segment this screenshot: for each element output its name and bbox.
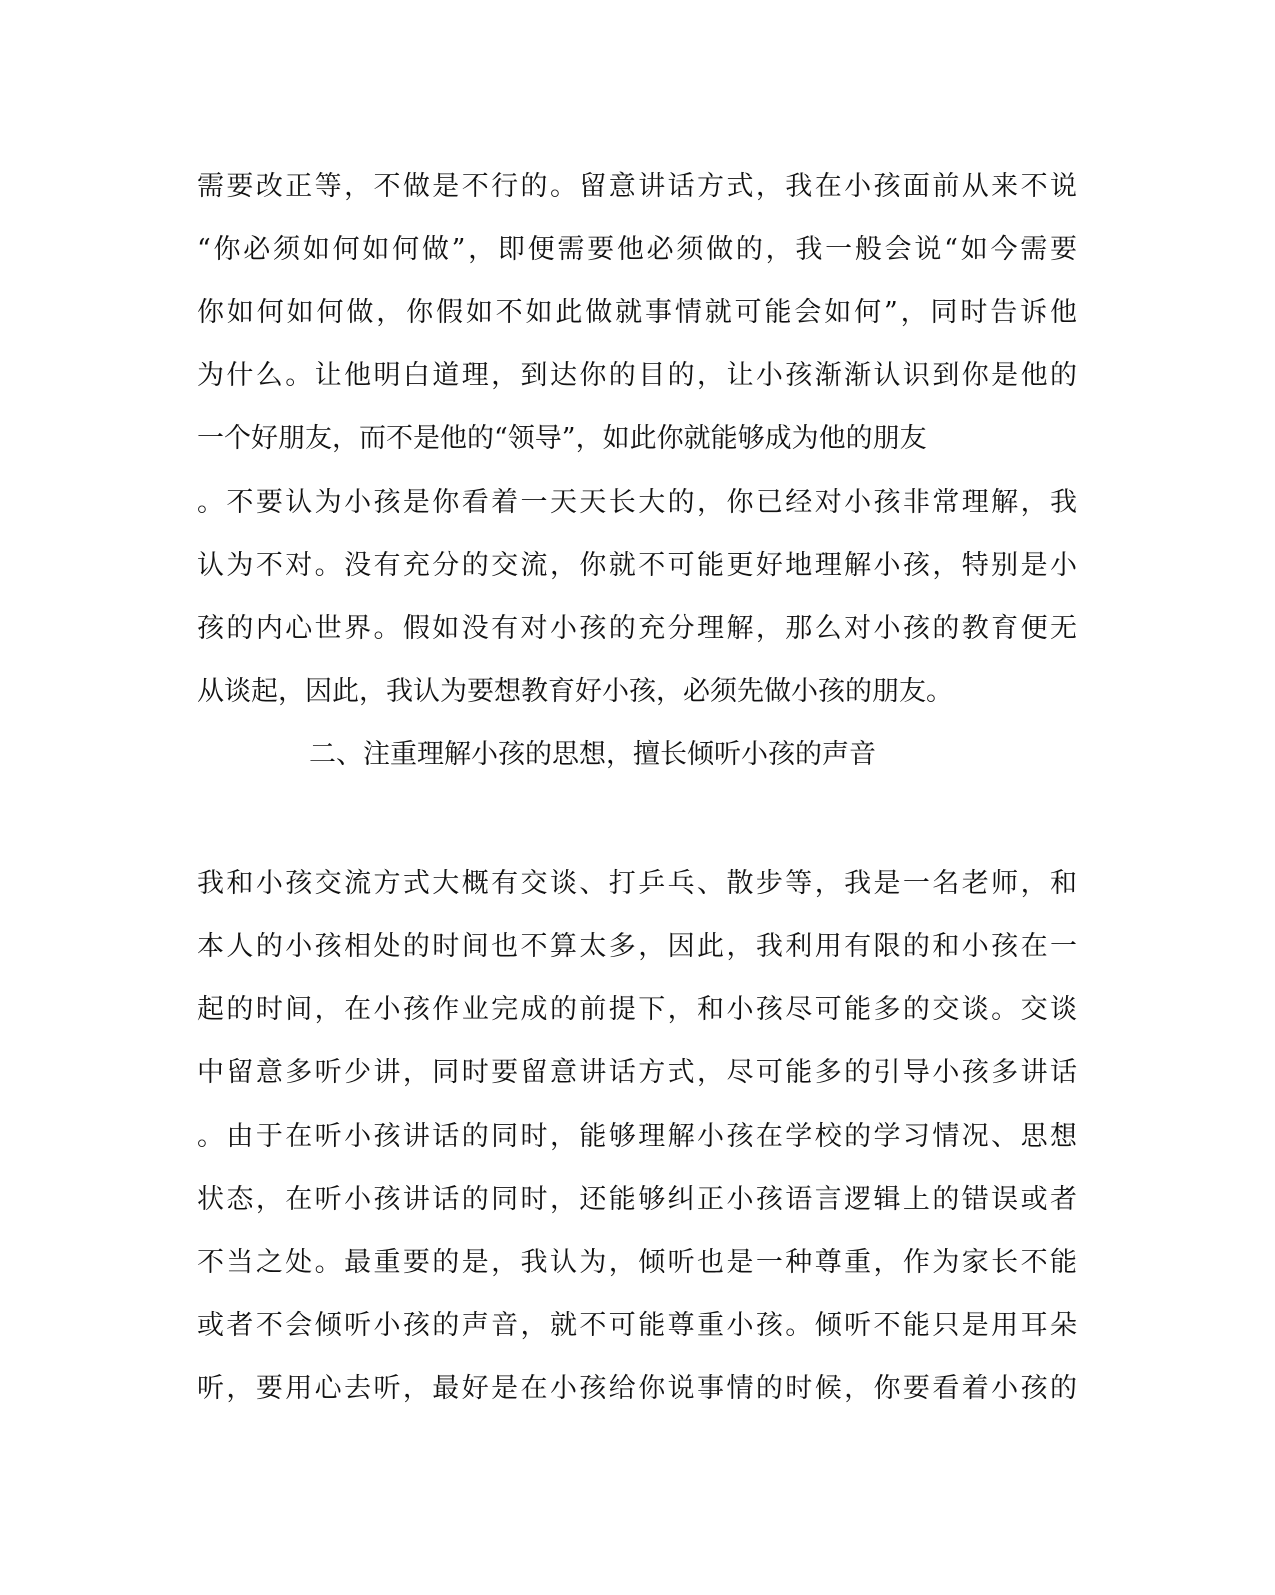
paragraph-1-line-9: 从谈起，因此，我认为要想教育好小孩，必须先做小孩的朋友。: [197, 676, 953, 707]
paragraph-1-line-5: 一个好朋友，而不是他的“领导”，如此你就能够成为他的朋友: [197, 423, 927, 454]
paragraph-1-line-6: 。不要认为小孩是你看着一天天长大的，你已经对小孩非常理解，我: [197, 487, 1077, 518]
paragraph-1-line-3: 你如何如何做，你假如不如此做就事情就可能会如何”，同时告诉他: [197, 297, 1077, 328]
paragraph-2-line-1: 我和小孩交流方式大概有交谈、打乒乓、散步等，我是一名老师，和: [197, 868, 1077, 899]
paragraph-2-line-5: 。由于在听小孩讲话的同时，能够理解小孩在学校的学习情况、思想: [197, 1121, 1077, 1152]
paragraph-2-line-9: 听，要用心去听，最好是在小孩给你说事情的时候，你要看着小孩的: [197, 1373, 1077, 1404]
paragraph-1-line-8: 孩的内心世界。假如没有对小孩的充分理解，那么对小孩的教育便无: [197, 613, 1077, 644]
paragraph-1-line-2: “你必须如何如何做”，即便需要他必须做的，我一般会说“如今需要: [197, 234, 1077, 265]
section-heading: 二、注重理解小孩的思想，擅长倾听小孩的声音: [309, 739, 876, 770]
paragraph-1-line-1: 需要改正等，不做是不行的。留意讲话方式，我在小孩面前从来不说: [197, 171, 1077, 202]
paragraph-2-line-2: 本人的小孩相处的时间也不算太多，因此，我利用有限的和小孩在一: [197, 931, 1077, 962]
paragraph-2-line-7: 不当之处。最重要的是，我认为，倾听也是一种尊重，作为家长不能: [197, 1247, 1077, 1278]
paragraph-2-line-6: 状态，在听小孩讲话的同时，还能够纠正小孩语言逻辑上的错误或者: [197, 1184, 1077, 1215]
paragraph-1-line-4: 为什么。让他明白道理，到达你的目的，让小孩渐渐认识到你是他的: [197, 360, 1077, 391]
paragraph-1-line-7: 认为不对。没有充分的交流，你就不可能更好地理解小孩，特别是小: [197, 550, 1077, 581]
paragraph-2-line-4: 中留意多听少讲，同时要留意讲话方式，尽可能多的引导小孩多讲话: [197, 1057, 1077, 1088]
paragraph-2-line-8: 或者不会倾听小孩的声音，就不可能尊重小孩。倾听不能只是用耳朵: [197, 1310, 1077, 1341]
paragraph-2-line-3: 起的时间，在小孩作业完成的前提下，和小孩尽可能多的交谈。交谈: [197, 994, 1077, 1025]
